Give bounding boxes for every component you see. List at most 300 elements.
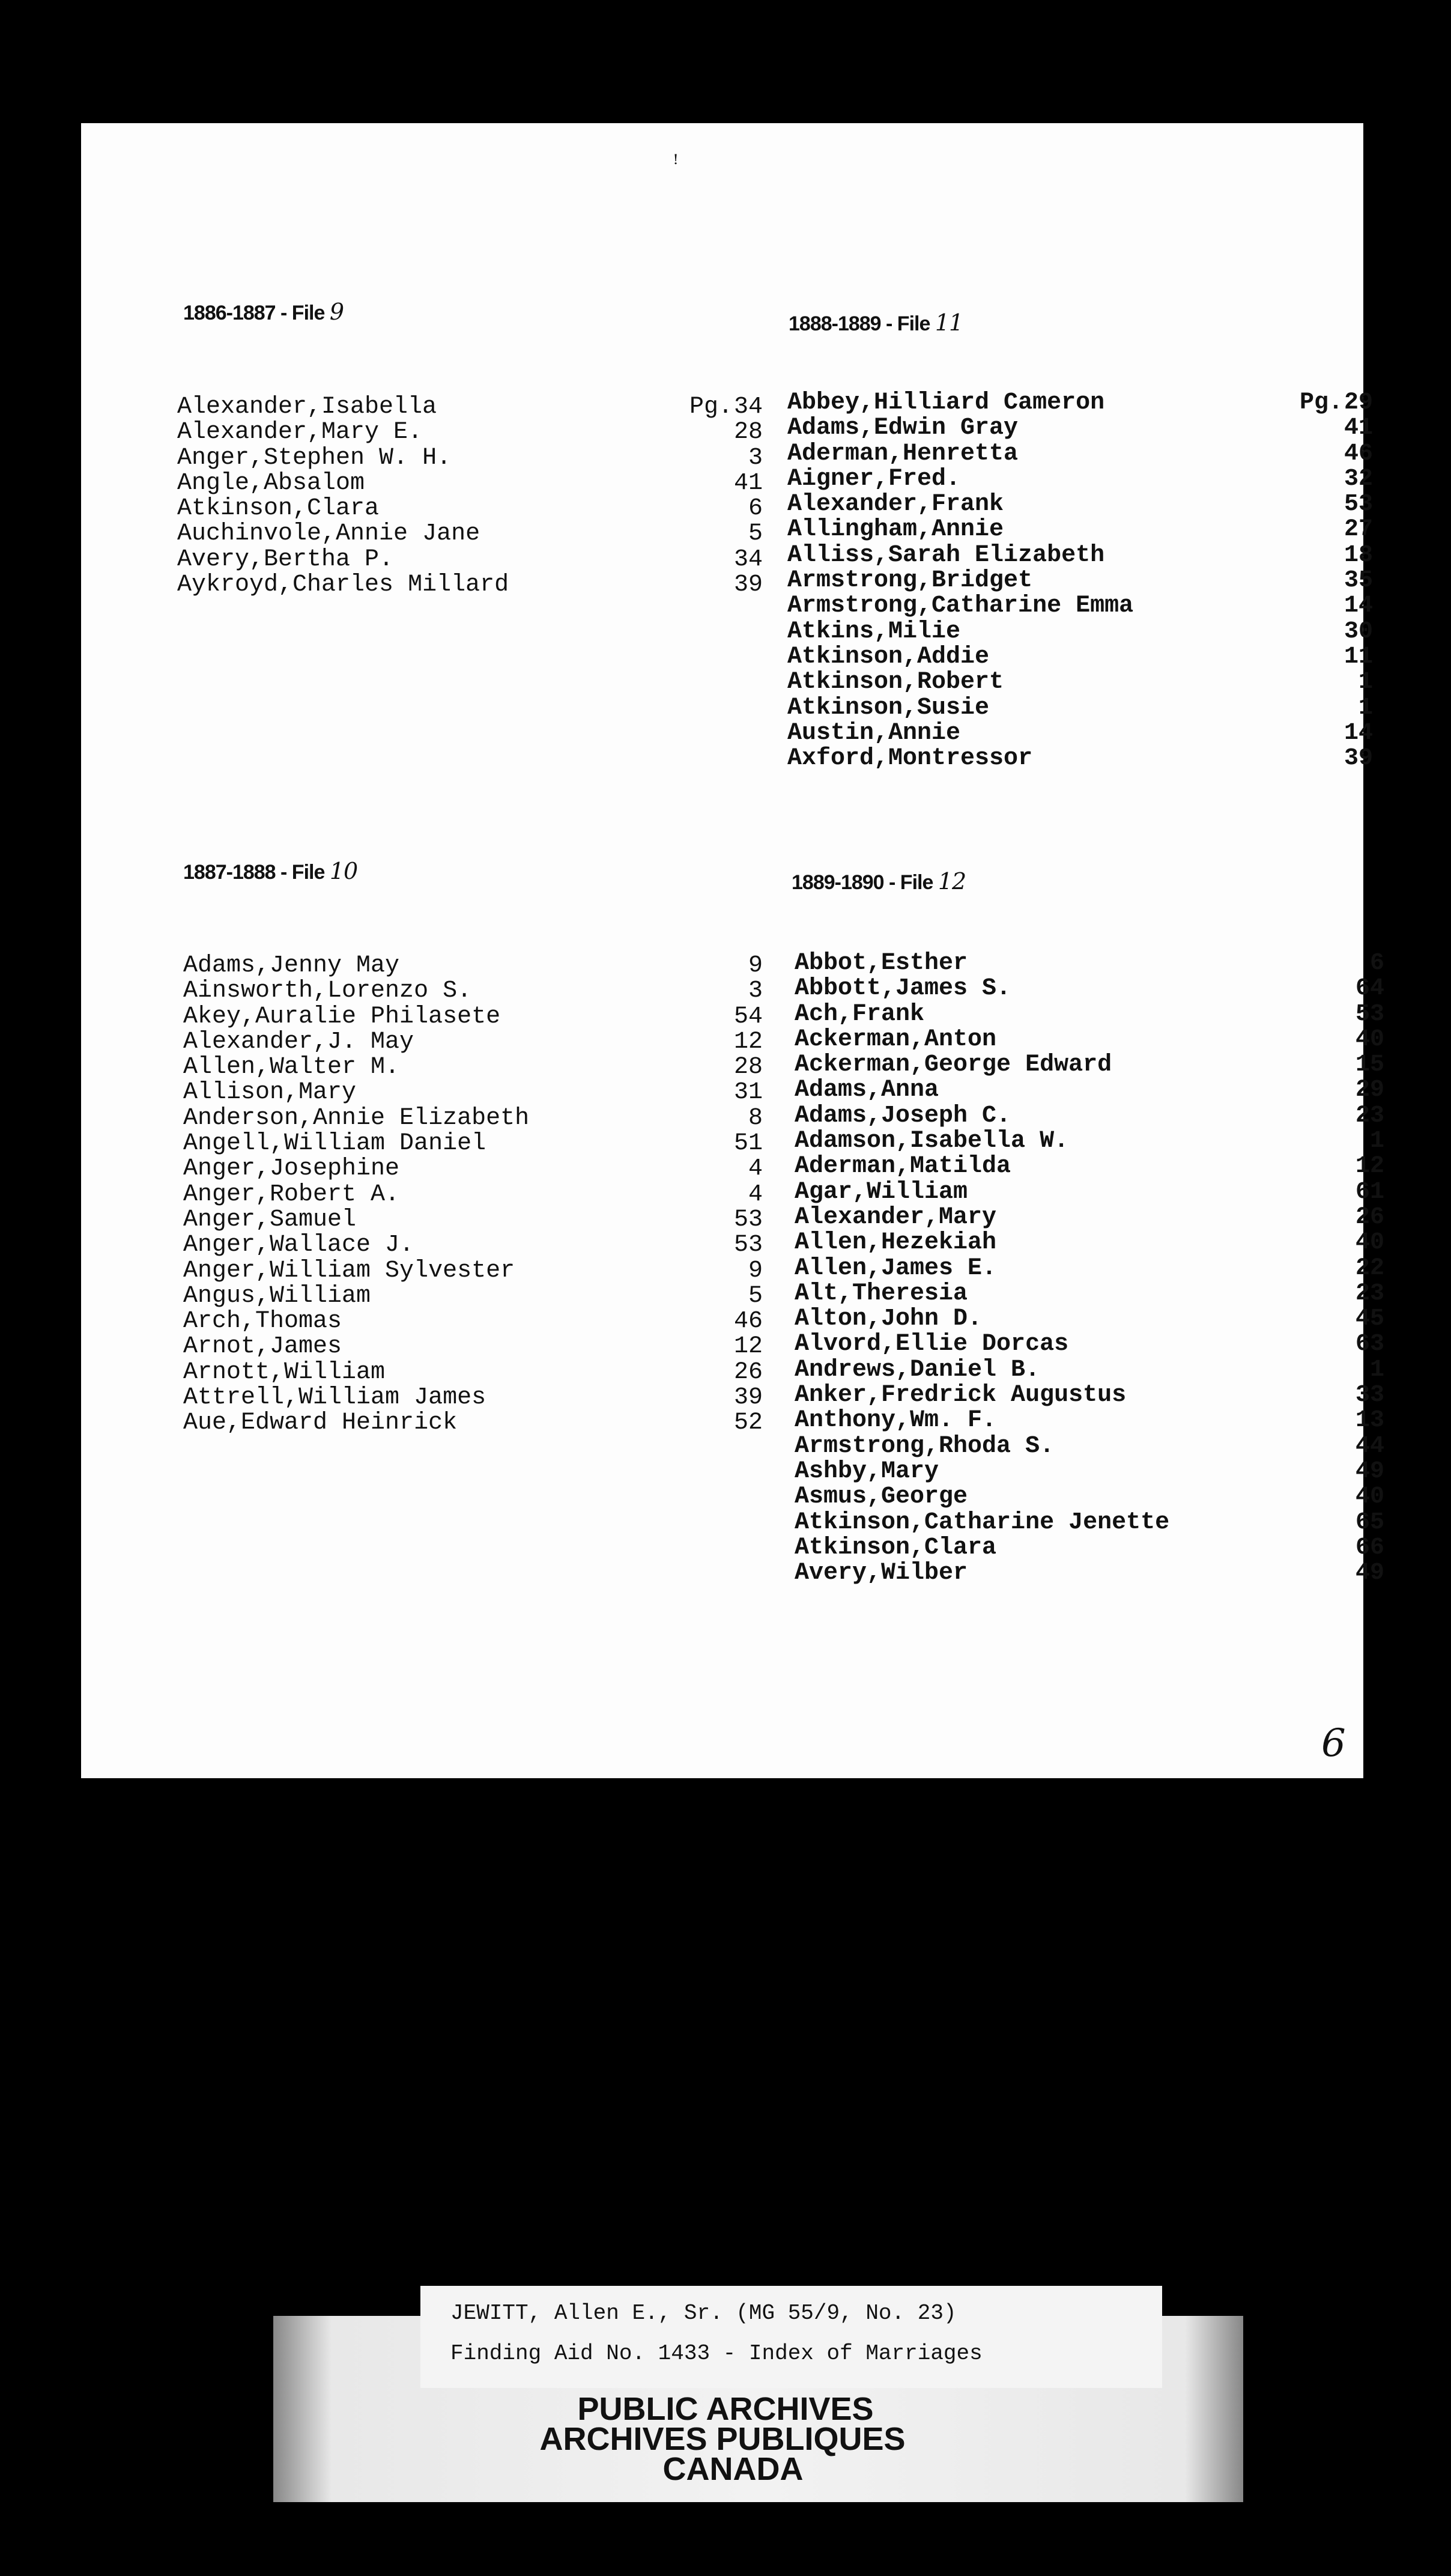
entry-page bbox=[1344, 568, 1373, 594]
page-number: 41 bbox=[1343, 415, 1373, 442]
handwritten-page-number: 6 bbox=[1321, 1721, 1346, 1766]
label-line-1: JEWITT, Allen E., Sr. (MG 55/9, No. 23) bbox=[450, 2301, 957, 2325]
list-item bbox=[795, 1383, 1384, 1408]
entry-list-file-12 bbox=[795, 951, 1384, 1586]
list-item bbox=[183, 1259, 763, 1284]
list-item bbox=[183, 1156, 763, 1182]
page-number: 61 bbox=[1355, 1178, 1384, 1206]
list-item bbox=[177, 471, 763, 496]
entry-page bbox=[734, 573, 763, 598]
entry-name: Arnott,William bbox=[183, 1358, 386, 1386]
entry-page bbox=[1356, 1154, 1384, 1179]
page-number: 9 bbox=[748, 1257, 763, 1284]
entry-page bbox=[734, 1208, 763, 1233]
list-item bbox=[787, 670, 1373, 695]
list-item bbox=[795, 1408, 1384, 1433]
entry-name: Anger,Wallace J. bbox=[183, 1232, 414, 1259]
entry-page bbox=[1356, 1459, 1384, 1484]
page-number: 39 bbox=[733, 1384, 763, 1412]
entry-name: Alexander,J. May bbox=[183, 1028, 414, 1056]
file-number: 10 bbox=[329, 858, 358, 884]
list-item bbox=[795, 1434, 1384, 1459]
list-item bbox=[183, 979, 763, 1004]
entry-page bbox=[1356, 1408, 1384, 1433]
list-item bbox=[183, 1055, 763, 1080]
entry-name: Atkinson,Addie bbox=[787, 643, 990, 670]
page-number: 23 bbox=[1355, 1102, 1384, 1129]
page-number: 4 bbox=[748, 1155, 763, 1183]
section-header bbox=[789, 309, 963, 336]
entry-name: Alexander,Isabella bbox=[177, 393, 437, 421]
page-number: 34 bbox=[733, 393, 763, 421]
entry-page bbox=[1356, 1510, 1384, 1536]
list-item bbox=[795, 976, 1384, 1001]
list-item bbox=[787, 543, 1373, 568]
list-item bbox=[795, 1180, 1384, 1205]
entry-page bbox=[748, 979, 763, 1004]
list-item bbox=[787, 696, 1373, 721]
entry-name: Allingham,Annie bbox=[787, 516, 1004, 544]
section-year: 1888-1889 - File bbox=[789, 312, 930, 335]
entry-page bbox=[1370, 1129, 1384, 1154]
page-number: 6 bbox=[1369, 950, 1384, 977]
list-item bbox=[795, 1129, 1384, 1154]
entry-name: Angus,William bbox=[183, 1282, 371, 1310]
page-number: 23 bbox=[1355, 1280, 1384, 1307]
entry-name: Alexander,Mary E. bbox=[177, 419, 423, 446]
page-number: 26 bbox=[733, 1358, 763, 1386]
page-number: 35 bbox=[1343, 567, 1373, 595]
list-item bbox=[183, 1080, 763, 1105]
list-item bbox=[183, 1334, 763, 1359]
entry-name: Ackerman,Anton bbox=[795, 1025, 997, 1053]
entry-name: Aderman,Matilda bbox=[795, 1153, 1011, 1180]
entry-page bbox=[734, 1385, 763, 1411]
list-item bbox=[183, 1360, 763, 1385]
list-item bbox=[183, 1385, 763, 1411]
entry-page bbox=[734, 1055, 763, 1080]
entry-name: Adams,Joseph C. bbox=[795, 1102, 1011, 1129]
page-number: 29 bbox=[1355, 1077, 1384, 1104]
entry-name: Angle,Absalom bbox=[177, 469, 365, 497]
entry-page bbox=[1344, 492, 1373, 517]
entry-name: Aykroyd,Charles Millard bbox=[177, 571, 509, 599]
entry-name: Allen,James E. bbox=[795, 1254, 997, 1282]
entry-page bbox=[1356, 1002, 1384, 1027]
list-item bbox=[177, 547, 763, 573]
list-item bbox=[183, 1309, 763, 1334]
page-number: 53 bbox=[733, 1206, 763, 1233]
entry-page bbox=[1344, 721, 1373, 746]
page-number: 52 bbox=[733, 1409, 763, 1437]
page-number: 5 bbox=[748, 1282, 763, 1310]
entry-page bbox=[1356, 976, 1384, 1001]
page-number: 6 bbox=[748, 495, 763, 523]
entry-page bbox=[1356, 1078, 1384, 1103]
page-number: 27 bbox=[1343, 516, 1373, 544]
list-item bbox=[795, 1307, 1384, 1332]
list-item bbox=[787, 467, 1373, 492]
entry-name: Abbot,Esther bbox=[795, 950, 968, 977]
entry-page bbox=[1344, 416, 1373, 441]
list-item bbox=[183, 1284, 763, 1309]
entry-name: Anger,Stephen W. H. bbox=[177, 444, 452, 472]
list-item bbox=[787, 594, 1373, 619]
list-item bbox=[787, 721, 1373, 746]
page-number: 39 bbox=[733, 571, 763, 599]
page-number: 33 bbox=[1355, 1382, 1384, 1409]
entry-name: Abbott,James S. bbox=[795, 975, 1011, 1003]
list-item bbox=[183, 1030, 763, 1055]
page-number: 66 bbox=[1355, 1534, 1384, 1561]
page-number: 28 bbox=[733, 1054, 763, 1081]
list-item bbox=[183, 1208, 763, 1233]
list-item bbox=[183, 953, 763, 979]
page-number: 3 bbox=[748, 444, 763, 472]
page-number: 11 bbox=[1343, 643, 1373, 670]
list-item bbox=[795, 1002, 1384, 1027]
entry-name: Axford,Montressor bbox=[787, 745, 1033, 773]
section-file-10 bbox=[183, 858, 357, 884]
entry-name: Alvord,Ellie Dorcas bbox=[795, 1331, 1069, 1358]
entry-page bbox=[748, 1284, 763, 1309]
entry-name: Atkins,Milie bbox=[787, 618, 961, 645]
entry-page bbox=[748, 521, 763, 547]
entry-page bbox=[1356, 1536, 1384, 1561]
list-item bbox=[787, 746, 1373, 771]
page-number: 63 bbox=[1355, 1331, 1384, 1358]
entry-name: Andrews,Daniel B. bbox=[795, 1356, 1040, 1384]
file-number: 12 bbox=[938, 868, 966, 895]
section-header bbox=[792, 868, 966, 895]
entry-name: Atkinson,Clara bbox=[795, 1534, 997, 1561]
entry-name: Anger,Samuel bbox=[183, 1206, 357, 1233]
entry-name: Ackerman,George Edward bbox=[795, 1051, 1112, 1079]
entry-name: Austin,Annie bbox=[787, 719, 961, 747]
section-file-12 bbox=[792, 868, 966, 895]
list-item bbox=[795, 1510, 1384, 1536]
page-number: 14 bbox=[1343, 719, 1373, 747]
entry-page bbox=[734, 1309, 763, 1334]
entry-name: Adamson,Isabella W. bbox=[795, 1128, 1069, 1155]
list-item bbox=[177, 446, 763, 471]
stamp-line-2: ARCHIVES PUBLIQUES bbox=[539, 2421, 906, 2457]
page-number: 49 bbox=[1355, 1457, 1384, 1485]
page-number: 12 bbox=[733, 1333, 763, 1361]
entry-page bbox=[748, 1156, 763, 1182]
entry-name: Alliss,Sarah Elizabeth bbox=[787, 541, 1105, 569]
list-item bbox=[795, 1104, 1384, 1129]
list-item bbox=[177, 395, 763, 420]
entry-list-file-9 bbox=[177, 395, 763, 598]
entry-name: Allen,Hezekiah bbox=[795, 1229, 997, 1257]
entry-name: Akey,Auralie Philasete bbox=[183, 1003, 501, 1030]
entry-page bbox=[1344, 517, 1373, 542]
section-year: 1889-1890 - File bbox=[792, 871, 933, 894]
entry-page bbox=[734, 1004, 763, 1030]
entry-page bbox=[748, 1106, 763, 1131]
stamp-line-1: PUBLIC ARCHIVES bbox=[577, 2391, 874, 2427]
list-item bbox=[183, 1131, 763, 1156]
list-item bbox=[795, 1205, 1384, 1230]
entry-name: Atkinson,Clara bbox=[177, 495, 380, 523]
entry-name: Armstrong,Rhoda S. bbox=[795, 1432, 1055, 1460]
entry-name: Anger,Josephine bbox=[183, 1155, 400, 1183]
entry-name: Adams,Anna bbox=[795, 1077, 939, 1104]
entry-page bbox=[734, 547, 763, 573]
finding-aid-label bbox=[420, 2286, 1162, 2388]
page-number: 40 bbox=[1355, 1483, 1384, 1511]
list-item bbox=[787, 568, 1373, 594]
entry-page bbox=[734, 1080, 763, 1105]
entry-name: Arnot,James bbox=[183, 1333, 342, 1361]
entry-name: Atkinson,Catharine Jenette bbox=[795, 1508, 1170, 1536]
entry-name: Anthony,Wm. F. bbox=[795, 1407, 997, 1435]
entry-page bbox=[748, 953, 763, 979]
entry-page bbox=[1356, 1484, 1384, 1510]
list-item bbox=[177, 420, 763, 445]
page-number: 29 bbox=[1343, 389, 1373, 416]
list-item bbox=[787, 416, 1373, 441]
entry-page bbox=[1300, 390, 1373, 416]
list-item bbox=[795, 1358, 1384, 1383]
list-item bbox=[795, 1281, 1384, 1307]
page-prefix: Pg. bbox=[1299, 389, 1343, 416]
page-number: 5 bbox=[748, 520, 763, 548]
page-number: 15 bbox=[1355, 1051, 1384, 1079]
entry-page bbox=[1359, 696, 1373, 721]
entry-page bbox=[748, 1182, 763, 1208]
section-file-9 bbox=[183, 299, 344, 325]
entry-name: Allen,Walter M. bbox=[183, 1054, 400, 1081]
list-item bbox=[787, 645, 1373, 670]
entry-page bbox=[1356, 1180, 1384, 1205]
label-line-2: Finding Aid No. 1433 - Index of Marriages bbox=[450, 2341, 983, 2366]
page-number: 26 bbox=[1355, 1203, 1384, 1231]
list-item bbox=[795, 1332, 1384, 1357]
section-header bbox=[183, 299, 344, 325]
entry-name: Atkinson,Susie bbox=[787, 694, 990, 721]
page-number: 12 bbox=[733, 1028, 763, 1056]
page-number: 49 bbox=[1355, 1560, 1384, 1587]
page-number: 34 bbox=[733, 545, 763, 573]
entry-name: Atkinson,Robert bbox=[787, 669, 1004, 696]
entry-page bbox=[734, 471, 763, 496]
entry-name: Auchinvole,Annie Jane bbox=[177, 520, 480, 548]
page-number: 14 bbox=[1343, 592, 1373, 620]
page-number: 32 bbox=[1343, 465, 1373, 493]
entry-name: Ainsworth,Lorenzo S. bbox=[183, 977, 472, 1005]
entry-page bbox=[1344, 543, 1373, 568]
list-item bbox=[177, 496, 763, 521]
entry-page bbox=[1370, 951, 1384, 976]
section-header bbox=[183, 858, 357, 884]
list-item bbox=[795, 1536, 1384, 1561]
page-number: 28 bbox=[733, 419, 763, 446]
page-number: 4 bbox=[748, 1180, 763, 1208]
list-item bbox=[183, 1004, 763, 1030]
entry-name: Anderson,Annie Elizabeth bbox=[183, 1104, 530, 1132]
handwritten-mark-top: ꜝ bbox=[673, 150, 679, 178]
list-item bbox=[787, 442, 1373, 467]
entry-name: Ashby,Mary bbox=[795, 1457, 939, 1485]
page-number: 13 bbox=[1355, 1407, 1384, 1435]
section-file-11 bbox=[789, 309, 963, 336]
page-number: 53 bbox=[1355, 1000, 1384, 1028]
entry-name: Alexander,Mary bbox=[795, 1203, 997, 1231]
page-number: 8 bbox=[748, 1104, 763, 1132]
file-number: 11 bbox=[935, 309, 963, 336]
page-number: 1 bbox=[1369, 1128, 1384, 1155]
page-number: 9 bbox=[748, 952, 763, 979]
entry-page bbox=[1356, 1383, 1384, 1408]
entry-name: Aue,Edward Heinrick bbox=[183, 1409, 458, 1437]
page-number: 51 bbox=[733, 1130, 763, 1158]
entry-page bbox=[1344, 442, 1373, 467]
entry-page bbox=[734, 1131, 763, 1156]
entry-page bbox=[1356, 1104, 1384, 1129]
page-number: 41 bbox=[733, 469, 763, 497]
entry-page bbox=[1344, 645, 1373, 670]
page-number: 46 bbox=[733, 1308, 763, 1335]
entry-page bbox=[1344, 467, 1373, 492]
entry-page bbox=[1356, 1053, 1384, 1078]
list-item bbox=[795, 1154, 1384, 1179]
page-number: 30 bbox=[1343, 618, 1373, 645]
entry-name: Aigner,Fred. bbox=[787, 465, 961, 493]
document-page bbox=[81, 123, 1384, 1778]
entry-name: Alexander,Frank bbox=[787, 491, 1004, 518]
entry-page bbox=[1370, 1358, 1384, 1383]
page-number: 46 bbox=[1343, 440, 1373, 467]
page-number: 53 bbox=[1343, 491, 1373, 518]
list-item bbox=[787, 517, 1373, 542]
entry-name: Adams,Edwin Gray bbox=[787, 415, 1019, 442]
list-item bbox=[787, 619, 1373, 645]
list-item bbox=[795, 1078, 1384, 1103]
entry-page bbox=[1344, 619, 1373, 645]
list-item bbox=[177, 521, 763, 547]
list-item bbox=[795, 1027, 1384, 1053]
list-item bbox=[183, 1233, 763, 1258]
entry-name: Anger,William Sylvester bbox=[183, 1257, 515, 1284]
list-item bbox=[787, 390, 1373, 416]
entry-page bbox=[1356, 1205, 1384, 1230]
entry-page bbox=[1356, 1561, 1384, 1586]
list-item bbox=[795, 1053, 1384, 1078]
page-number: 54 bbox=[733, 1003, 763, 1030]
page-number: 40 bbox=[1355, 1025, 1384, 1053]
entry-name: Aderman,Henretta bbox=[787, 440, 1019, 467]
list-item bbox=[795, 1484, 1384, 1510]
page-number: 3 bbox=[748, 977, 763, 1005]
entry-page bbox=[734, 1411, 763, 1436]
entry-page bbox=[748, 496, 763, 521]
page-number: 1 bbox=[1358, 669, 1373, 696]
list-item bbox=[795, 1230, 1384, 1256]
entry-page bbox=[1359, 670, 1373, 695]
entry-name: Attrell,William James bbox=[183, 1384, 486, 1412]
page-number: 53 bbox=[733, 1232, 763, 1259]
entry-name: Allison,Mary bbox=[183, 1079, 357, 1107]
page-number: 39 bbox=[1343, 745, 1373, 773]
stamp-line-3: CANADA bbox=[662, 2451, 804, 2487]
entry-name: Adams,Jenny May bbox=[183, 952, 400, 979]
page-number: 22 bbox=[1355, 1254, 1384, 1282]
page-number: 64 bbox=[1355, 975, 1384, 1003]
list-item bbox=[183, 1182, 763, 1208]
entry-name: Asmus,George bbox=[795, 1483, 968, 1511]
list-item bbox=[183, 1106, 763, 1131]
entry-page bbox=[1344, 746, 1373, 771]
entry-list-file-11 bbox=[787, 390, 1373, 771]
page-number: 1 bbox=[1369, 1356, 1384, 1384]
page-number: 40 bbox=[1355, 1229, 1384, 1257]
entry-page bbox=[734, 1334, 763, 1359]
entry-page bbox=[748, 446, 763, 471]
list-item bbox=[183, 1411, 763, 1436]
entry-name: Arch,Thomas bbox=[183, 1308, 342, 1335]
section-year: 1886-1887 - File bbox=[183, 302, 325, 324]
entry-page bbox=[1356, 1307, 1384, 1332]
entry-name: Abbey,Hilliard Cameron bbox=[787, 389, 1105, 416]
entry-page bbox=[1356, 1434, 1384, 1459]
entry-name: Alt,Theresia bbox=[795, 1280, 968, 1307]
list-item bbox=[795, 951, 1384, 976]
entry-name: Ach,Frank bbox=[795, 1000, 925, 1028]
entry-page bbox=[1344, 594, 1373, 619]
section-year: 1887-1888 - File bbox=[183, 861, 325, 884]
entry-page bbox=[1356, 1332, 1384, 1357]
entry-name: Angell,William Daniel bbox=[183, 1130, 486, 1158]
entry-list-file-10 bbox=[183, 953, 763, 1436]
page-number: 18 bbox=[1343, 541, 1373, 569]
entry-page bbox=[734, 420, 763, 445]
entry-page bbox=[734, 1360, 763, 1385]
archives-stamp bbox=[0, 2391, 1451, 2487]
entry-name: Avery,Bertha P. bbox=[177, 545, 394, 573]
list-item bbox=[795, 1459, 1384, 1484]
entry-page bbox=[689, 395, 763, 420]
entry-name: Anker,Fredrick Augustus bbox=[795, 1382, 1127, 1409]
page-number: 1 bbox=[1358, 694, 1373, 721]
page-number: 45 bbox=[1355, 1305, 1384, 1333]
page-number: 44 bbox=[1355, 1432, 1384, 1460]
entry-name: Avery,Wilber bbox=[795, 1560, 968, 1587]
entry-name: Armstrong,Bridget bbox=[787, 567, 1033, 595]
entry-page bbox=[734, 1233, 763, 1258]
entry-name: Anger,Robert A. bbox=[183, 1180, 400, 1208]
list-item bbox=[177, 573, 763, 598]
list-item bbox=[795, 1256, 1384, 1281]
page-number: 12 bbox=[1355, 1153, 1384, 1180]
entry-page bbox=[1356, 1281, 1384, 1307]
entry-page bbox=[734, 1030, 763, 1055]
list-item bbox=[795, 1561, 1384, 1586]
entry-name: Alton,John D. bbox=[795, 1305, 983, 1333]
page-number: 65 bbox=[1355, 1508, 1384, 1536]
entry-page bbox=[1356, 1230, 1384, 1256]
file-number: 9 bbox=[329, 299, 344, 325]
entry-name: Agar,William bbox=[795, 1178, 968, 1206]
entry-page bbox=[1356, 1256, 1384, 1281]
page-prefix: Pg. bbox=[689, 393, 733, 421]
list-item bbox=[787, 492, 1373, 517]
entry-page bbox=[748, 1259, 763, 1284]
entry-page bbox=[1356, 1027, 1384, 1053]
entry-name: Armstrong,Catharine Emma bbox=[787, 592, 1134, 620]
page-number: 31 bbox=[733, 1079, 763, 1107]
